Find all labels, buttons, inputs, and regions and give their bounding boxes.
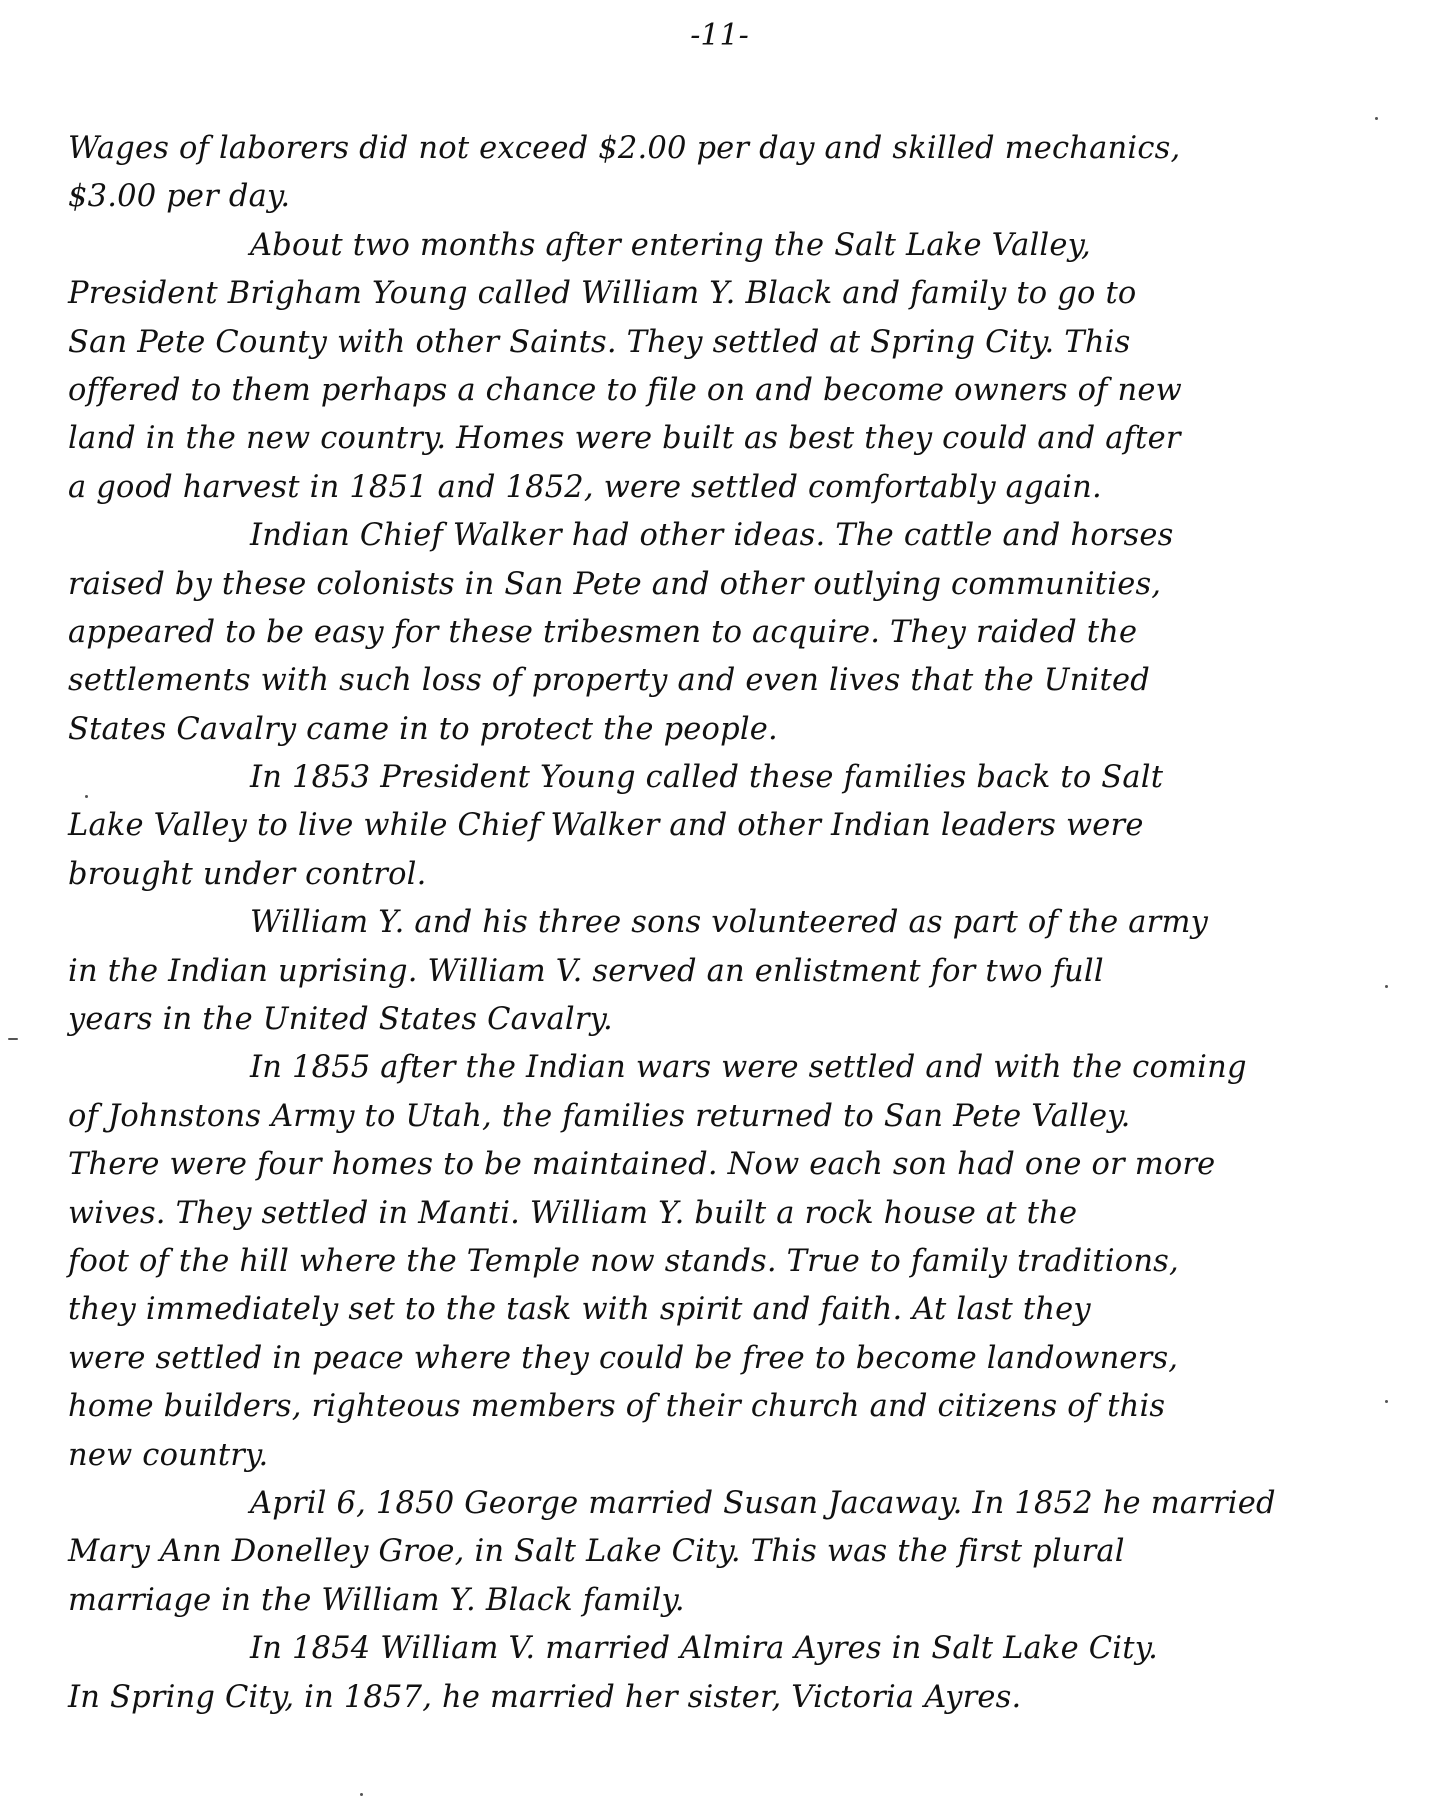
scan-speck: [85, 795, 88, 798]
page-number: -11-: [690, 18, 749, 53]
text-line: raised by these colonists in San Pete and other outlying communities,: [68, 566, 1162, 602]
text-line: San Pete County with other Saints. They settled at Spring City. This: [68, 324, 1131, 360]
document-body: [68, 125, 1398, 1722]
scan-speck: [1375, 117, 1378, 120]
text-line: Lake Valley to live while Chief Walker and other Indian leaders were: [68, 808, 1144, 844]
text-line: years in the United States Cavalry.: [68, 1002, 613, 1038]
scan-speck: [1385, 1400, 1388, 1403]
text-line: Indian Chief Walker had other ideas. The cattle and horses: [250, 518, 1174, 554]
text-line: wives. They settled in Manti. William Y. built a rock house at the: [68, 1195, 1078, 1231]
text-line: land in the new country. Homes were built as best they could and after: [68, 421, 1181, 457]
text-line: they immediately set to the task with spirit and faith. At last they: [68, 1292, 1091, 1328]
text-line: In 1854 William V. married Almira Ayres in Salt Lake City.: [250, 1631, 1158, 1667]
text-line: There were four homes to be maintained. Now each son had one or more: [68, 1147, 1216, 1183]
text-line: were settled in peace where they could be free to become landowners,: [68, 1340, 1179, 1376]
text-line: appeared to be easy for these tribesmen to acquire. They raided the: [68, 614, 1138, 650]
text-line: new country.: [68, 1437, 269, 1473]
text-line: settlements with such loss of property and even lives that the United: [68, 663, 1150, 699]
text-line: $3.00 per day.: [68, 179, 291, 215]
text-line: In 1855 after the Indian wars were settled and with the coming: [250, 1050, 1247, 1086]
text-line: April 6, 1850 George married Susan Jacaway. In 1852 he married: [250, 1485, 1276, 1521]
text-line: About two months after entering the Salt Lake Valley,: [250, 227, 1091, 263]
text-line: William Y. and his three sons volunteered as part of the army: [250, 905, 1209, 941]
text-line: In 1853 President Young called these families back to Salt: [250, 760, 1164, 796]
text-line: marriage in the William Y. Black family.: [68, 1582, 685, 1618]
text-line: in the Indian uprising. William V. served an enlistment for two full: [68, 953, 1104, 989]
text-line: Mary Ann Donelley Groe, in Salt Lake City. This was the first plural: [68, 1534, 1125, 1570]
text-line: a good harvest in 1851 and 1852, were settled comfortably again.: [68, 469, 1102, 505]
text-line: home builders, righteous members of their church and citizens of this: [68, 1389, 1166, 1425]
text-line: foot of the hill where the Temple now stands. True to family traditions,: [68, 1243, 1179, 1279]
scan-speck: [360, 1793, 363, 1796]
text-line: States Cavalry came in to protect the people.: [68, 711, 778, 747]
text-line: In Spring City, in 1857, he married her sister, Victoria Ayres.: [68, 1679, 1022, 1715]
text-line: Wages of laborers did not exceed $2.00 per day and skilled mechanics,: [68, 131, 1181, 166]
text-line: brought under control.: [68, 856, 427, 892]
scan-speck: [1385, 985, 1388, 988]
scan-speck: [8, 1038, 18, 1040]
text-line: offered to them perhaps a chance to file on and become owners of new: [68, 372, 1182, 408]
text-line: President Brigham Young called William Y. Black and family to go to: [68, 276, 1137, 312]
text-line: of Johnstons Army to Utah, the families returned to San Pete Valley.: [68, 1098, 1131, 1134]
